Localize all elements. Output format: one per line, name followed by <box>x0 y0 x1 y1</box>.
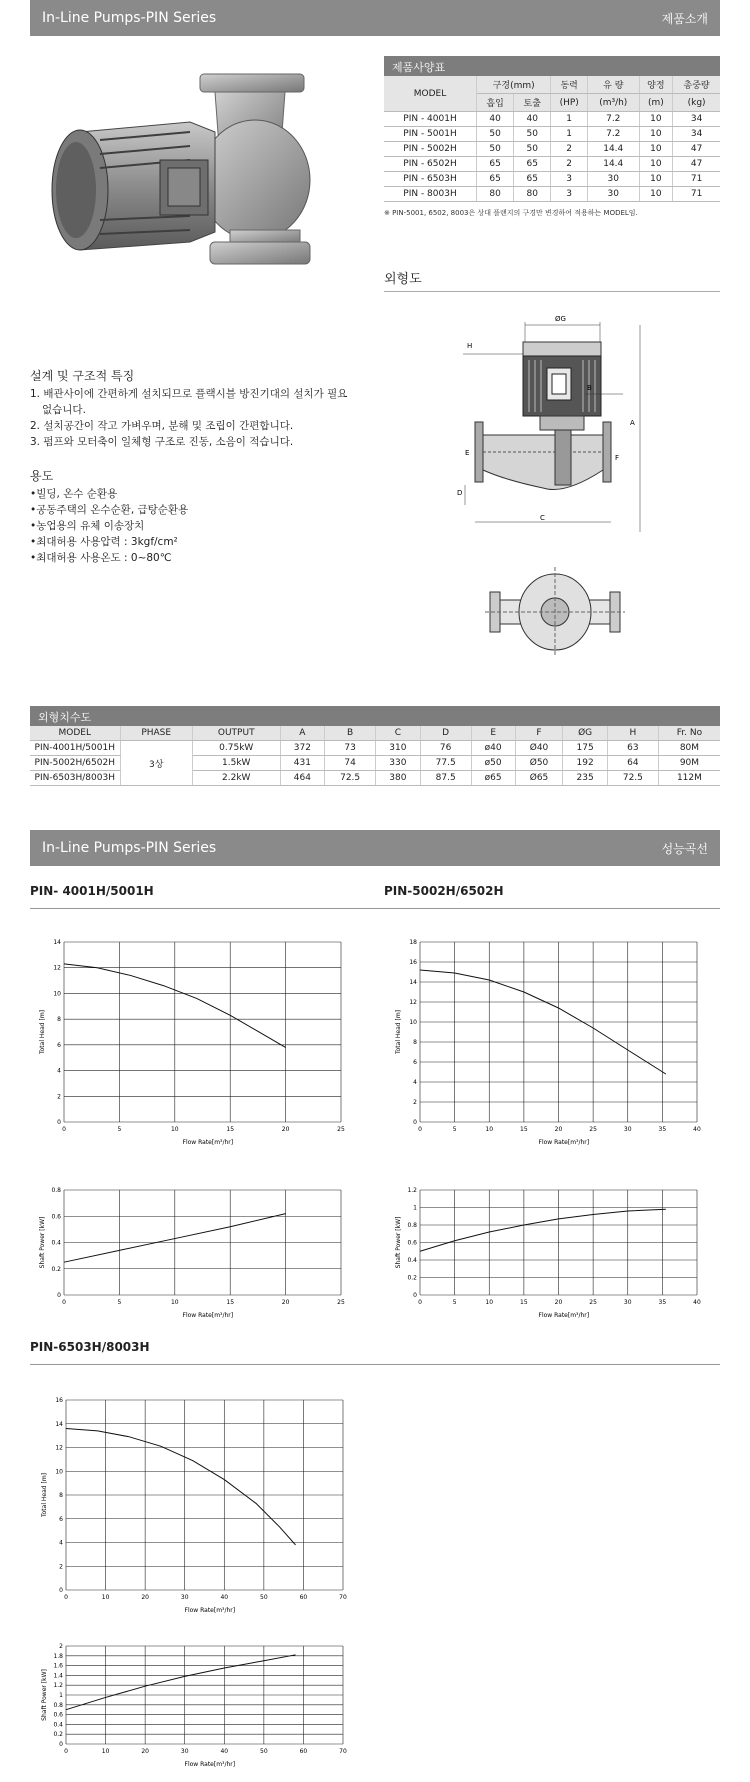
y-tick-label: 10 <box>55 1468 63 1476</box>
x-tick-label: 15 <box>520 1299 528 1306</box>
th: B <box>325 726 376 741</box>
y-tick-label: 1.6 <box>53 1662 63 1670</box>
cell: PIN - 8003H <box>384 187 477 202</box>
cell: ø40 <box>471 741 515 756</box>
y-tick-label: 6 <box>59 1515 63 1523</box>
cell: 431 <box>280 756 325 771</box>
th: ØG <box>563 726 608 741</box>
cell: PIN - 5001H <box>384 127 477 142</box>
dim-label-f: F <box>615 454 620 462</box>
cell: Ø50 <box>515 756 563 771</box>
y-tick-label: 4 <box>59 1539 63 1547</box>
use-item: •농업용의 유체 이송장치 <box>30 520 145 532</box>
y-tick-label: 4 <box>413 1079 417 1086</box>
chart-head-6503 <box>38 1390 358 1630</box>
chart-power-6503 <box>38 1636 358 1774</box>
cell: 14.4 <box>588 142 639 157</box>
cell: 76 <box>420 741 471 756</box>
y-tick-label: 8 <box>59 1492 63 1499</box>
th: A <box>280 726 325 741</box>
cell: Ø40 <box>515 741 563 756</box>
y-tick-label: 12 <box>409 999 417 1006</box>
x-axis-label: Flow Rate[m³/hr] <box>182 1312 234 1319</box>
x-tick-label: 25 <box>589 1126 597 1133</box>
dims-table <box>30 726 720 786</box>
y-tick-label: 0 <box>413 1119 417 1126</box>
cell: 372 <box>280 741 325 756</box>
y-tick-label: 12 <box>53 964 61 972</box>
cell: 464 <box>280 771 325 786</box>
th-power-unit: (HP) <box>551 94 588 112</box>
y-tick-label: 2 <box>59 1563 63 1571</box>
y-axis-label: Shaft Power [kW] <box>395 1216 402 1269</box>
th: D <box>420 726 471 741</box>
chart-power-5002 <box>392 1180 712 1330</box>
chart-group-title: PIN-5002H/6502H <box>384 884 504 898</box>
phase-cell: 3상 <box>120 741 192 786</box>
cell: 10 <box>639 127 673 142</box>
x-axis-label: Flow Rate[m³/hr] <box>538 1312 590 1319</box>
divider <box>30 908 720 909</box>
th: E <box>471 726 515 741</box>
table-row <box>384 127 720 142</box>
table-row <box>384 187 720 202</box>
y-tick-label: 1 <box>59 1692 63 1699</box>
y-tick-label: 6 <box>57 1041 61 1049</box>
series-line <box>66 1429 296 1545</box>
th-power: 동력 <box>551 76 588 94</box>
x-tick-label: 25 <box>589 1299 597 1306</box>
y-tick-label: 8 <box>413 1039 417 1046</box>
y-tick-label: 12 <box>55 1444 63 1452</box>
x-tick-label: 50 <box>260 1748 268 1755</box>
spec-table-section <box>384 56 720 218</box>
x-tick-label: 20 <box>554 1299 563 1306</box>
x-tick-label: 35 <box>658 1126 667 1133</box>
y-tick-label: 0.8 <box>53 1701 63 1709</box>
y-tick-label: 0.4 <box>51 1239 61 1247</box>
y-tick-label: 1.2 <box>53 1682 63 1690</box>
x-tick-label: 10 <box>485 1299 494 1306</box>
y-tick-label: 0 <box>57 1292 61 1299</box>
chart-group-title: PIN-6503H/8003H <box>30 1340 150 1354</box>
x-tick-label: 10 <box>485 1126 494 1133</box>
x-tick-label: 5 <box>117 1126 122 1133</box>
feature-item: 1. 배관사이에 간편하게 설치되므로 플랙시블 방진기대의 설치가 필요 <box>30 388 348 400</box>
outline-title: 외형도 <box>384 268 720 292</box>
th-weight: 총중량 <box>673 76 720 94</box>
cell: 10 <box>639 112 673 127</box>
cell: 1.5kW <box>192 756 280 771</box>
th-model: MODEL <box>384 76 477 112</box>
chart-group-title: PIN- 4001H/5001H <box>30 884 154 898</box>
cell: 14.4 <box>588 157 639 172</box>
cell: PIN-5002H/6502H <box>30 756 120 771</box>
cell: 3 <box>551 172 588 187</box>
x-tick-label: 10 <box>170 1299 179 1306</box>
cell: PIN-4001H/5001H <box>30 741 120 756</box>
cell: ø65 <box>471 771 515 786</box>
y-tick-label: 1.2 <box>407 1187 417 1194</box>
y-tick-label: 1.8 <box>53 1652 63 1660</box>
x-axis-label: Flow Rate[m³/hr] <box>184 1607 236 1614</box>
cell: Ø65 <box>515 771 563 786</box>
x-tick-label: 15 <box>520 1126 528 1133</box>
cell: 50 <box>477 127 514 142</box>
cell: 10 <box>639 157 673 172</box>
y-tick-label: 8 <box>57 1016 61 1024</box>
cell: 71 <box>673 187 720 202</box>
y-tick-label: 10 <box>53 990 61 998</box>
spec-table <box>384 76 720 202</box>
y-tick-label: 14 <box>53 939 61 946</box>
cell: 235 <box>563 771 608 786</box>
x-tick-label: 0 <box>418 1126 422 1133</box>
cell: 80M <box>658 741 720 756</box>
cell: 2 <box>551 157 588 172</box>
y-tick-label: 0.6 <box>53 1711 63 1719</box>
y-tick-label: 0.8 <box>51 1187 61 1194</box>
chart-head-4001 <box>36 932 356 1162</box>
cell: 90M <box>658 756 720 771</box>
cell: 65 <box>477 157 514 172</box>
x-tick-label: 10 <box>101 1748 110 1755</box>
use-item: •최대허용 사용온도 : 0~80℃ <box>30 552 172 564</box>
x-tick-label: 25 <box>337 1299 345 1306</box>
cell: 2.2kW <box>192 771 280 786</box>
outline-drawing-top <box>485 562 625 662</box>
cell: 77.5 <box>420 756 471 771</box>
x-axis-label: Flow Rate[m³/hr] <box>538 1139 590 1146</box>
y-tick-label: 16 <box>409 959 417 966</box>
cell: 40 <box>477 112 514 127</box>
x-tick-label: 25 <box>337 1126 345 1133</box>
cell: 10 <box>639 172 673 187</box>
x-tick-label: 10 <box>170 1126 179 1133</box>
th-weight-unit: (kg) <box>673 94 720 112</box>
x-tick-label: 30 <box>180 1594 189 1601</box>
table-row <box>384 112 720 127</box>
dim-label-b: B <box>587 384 592 392</box>
th-head: 양정 <box>639 76 673 94</box>
cell: 10 <box>639 187 673 202</box>
y-tick-label: 0.4 <box>407 1257 417 1264</box>
y-tick-label: 6 <box>413 1059 417 1066</box>
features-title: 설계 및 구조적 특징 <box>30 369 135 383</box>
cell: 71 <box>673 172 720 187</box>
y-tick-label: 0 <box>57 1119 61 1126</box>
x-tick-label: 10 <box>101 1594 110 1601</box>
section-header-curves <box>30 830 720 866</box>
cell: 72.5 <box>325 771 376 786</box>
table-row <box>384 142 720 157</box>
th-head-unit: (m) <box>639 94 673 112</box>
features-section <box>30 368 370 566</box>
y-tick-label: 10 <box>409 1019 417 1026</box>
x-tick-label: 70 <box>339 1594 347 1601</box>
y-tick-label: 0.2 <box>53 1731 63 1739</box>
x-tick-label: 30 <box>180 1748 189 1755</box>
x-tick-label: 20 <box>554 1126 563 1133</box>
chart-head-5002 <box>392 932 712 1162</box>
use-item: •최대허용 사용압력 : 3kgf/cm² <box>30 536 178 548</box>
y-tick-label: 0.6 <box>51 1213 61 1221</box>
x-tick-label: 15 <box>226 1299 235 1306</box>
x-tick-label: 5 <box>452 1126 457 1133</box>
cell: 65 <box>514 172 551 187</box>
x-tick-label: 0 <box>62 1126 66 1133</box>
y-axis-label: Shaft Power [kW] <box>41 1669 48 1721</box>
th: F <box>515 726 563 741</box>
cell: 50 <box>514 142 551 157</box>
y-tick-label: 14 <box>409 979 417 986</box>
cell: 30 <box>588 187 639 202</box>
x-tick-label: 20 <box>281 1126 290 1133</box>
cell: 50 <box>477 142 514 157</box>
table-row <box>384 157 720 172</box>
section-title: In-Line Pumps-PIN Series <box>42 10 217 26</box>
use-title: 용도 <box>30 469 54 483</box>
y-tick-label: 2 <box>57 1093 61 1101</box>
cell: 30 <box>588 172 639 187</box>
y-tick-label: 1.4 <box>53 1672 63 1680</box>
x-tick-label: 15 <box>226 1126 235 1133</box>
th: C <box>376 726 421 741</box>
x-tick-label: 5 <box>452 1299 457 1306</box>
x-tick-label: 40 <box>693 1126 701 1133</box>
y-axis-label: Total Head [m] <box>39 1009 46 1055</box>
x-tick-label: 20 <box>141 1594 149 1601</box>
section-label: 성능곡선 <box>661 841 708 856</box>
cell: 73 <box>325 741 376 756</box>
cell: 380 <box>376 771 421 786</box>
y-tick-label: 0.4 <box>53 1721 63 1729</box>
outline-drawing-side <box>455 310 675 535</box>
use-item: •빌딩, 온수 순환용 <box>30 488 118 500</box>
dims-table-section <box>30 706 720 786</box>
y-tick-label: 0.6 <box>407 1239 417 1247</box>
y-tick-label: 0.2 <box>407 1274 417 1282</box>
x-tick-label: 70 <box>339 1748 347 1755</box>
cell: 330 <box>376 756 421 771</box>
spec-table-title: 제품사양표 <box>384 56 720 76</box>
cell: PIN-6503H/8003H <box>30 771 120 786</box>
y-tick-label: 2 <box>59 1643 63 1650</box>
y-axis-label: Total Head [m] <box>41 1472 48 1518</box>
cell: 64 <box>607 756 658 771</box>
th-flow: 유 량 <box>588 76 639 94</box>
y-tick-label: 16 <box>55 1397 63 1404</box>
th: Fr. No <box>658 726 720 741</box>
x-axis-label: Flow Rate[m³/hr] <box>182 1139 234 1146</box>
cell: 50 <box>514 127 551 142</box>
x-tick-label: 20 <box>281 1299 290 1306</box>
x-tick-label: 30 <box>623 1126 632 1133</box>
cell: 34 <box>673 112 720 127</box>
spec-note: ※ PIN-5001, 6502, 8003은 상대 플랜지의 구경만 변경하여 적용하는 MODEL임. <box>384 209 638 217</box>
th-outlet: 토출 <box>514 94 551 112</box>
cell: 0.75kW <box>192 741 280 756</box>
x-tick-label: 40 <box>220 1748 229 1755</box>
x-tick-label: 60 <box>299 1594 308 1601</box>
cell: PIN - 6503H <box>384 172 477 187</box>
table-row <box>30 741 720 756</box>
cell: PIN - 4001H <box>384 112 477 127</box>
cell: 34 <box>673 127 720 142</box>
cell: 192 <box>563 756 608 771</box>
y-tick-label: 0 <box>59 1587 63 1594</box>
cell: 47 <box>673 157 720 172</box>
cell: 40 <box>514 112 551 127</box>
cell: 112M <box>658 771 720 786</box>
cell: 87.5 <box>420 771 471 786</box>
x-tick-label: 40 <box>220 1594 229 1601</box>
y-tick-label: 0 <box>59 1741 63 1748</box>
x-tick-label: 50 <box>260 1594 268 1601</box>
feature-item: 2. 설치공간이 작고 가벼우며, 분해 및 조립이 간편합니다. <box>30 420 294 432</box>
cell: PIN - 5002H <box>384 142 477 157</box>
x-tick-label: 0 <box>64 1594 68 1601</box>
cell: PIN - 6502H <box>384 157 477 172</box>
cell: 2 <box>551 142 588 157</box>
th-inlet: 흡입 <box>477 94 514 112</box>
th-bore: 구경(mm) <box>477 76 551 94</box>
y-tick-label: 0 <box>413 1292 417 1299</box>
x-tick-label: 40 <box>693 1299 701 1306</box>
section-title: In-Line Pumps-PIN Series <box>42 840 217 856</box>
cell: 63 <box>607 741 658 756</box>
x-tick-label: 30 <box>623 1299 632 1306</box>
dim-label-e: E <box>465 449 470 457</box>
cell: 65 <box>477 172 514 187</box>
chart-power-4001 <box>36 1180 356 1330</box>
th: OUTPUT <box>192 726 280 741</box>
cell: 65 <box>514 157 551 172</box>
th: H <box>607 726 658 741</box>
cell: 175 <box>563 741 608 756</box>
series-line <box>420 1209 666 1251</box>
x-tick-label: 20 <box>141 1748 149 1755</box>
x-axis-label: Flow Rate[m³/hr] <box>184 1761 236 1768</box>
cell: 72.5 <box>607 771 658 786</box>
table-row <box>384 172 720 187</box>
x-tick-label: 0 <box>62 1299 66 1306</box>
cell: 3 <box>551 187 588 202</box>
y-axis-label: Total Head [m] <box>395 1009 402 1055</box>
y-tick-label: 2 <box>413 1099 417 1106</box>
series-line <box>66 1655 296 1710</box>
cell: 310 <box>376 741 421 756</box>
cell: 80 <box>477 187 514 202</box>
x-tick-label: 5 <box>117 1299 122 1306</box>
y-tick-label: 14 <box>55 1420 63 1428</box>
cell: 10 <box>639 142 673 157</box>
cell: 80 <box>514 187 551 202</box>
y-tick-label: 18 <box>409 939 417 946</box>
section-header-intro <box>30 0 720 36</box>
y-tick-label: 4 <box>57 1067 61 1075</box>
cell: 7.2 <box>588 127 639 142</box>
dim-label-c: C <box>540 514 545 522</box>
th: PHASE <box>120 726 192 741</box>
cell: 1 <box>551 127 588 142</box>
cell: ø50 <box>471 756 515 771</box>
cell: 1 <box>551 112 588 127</box>
cell: 47 <box>673 142 720 157</box>
divider <box>30 1364 720 1365</box>
dims-table-title: 외형치수도 <box>30 706 720 726</box>
use-item: •공동주택의 온수순환, 급탕순환용 <box>30 504 189 516</box>
cell: 7.2 <box>588 112 639 127</box>
cell: 74 <box>325 756 376 771</box>
dim-label-g: ØG <box>555 315 566 323</box>
feature-item: 없습니다. <box>42 404 86 416</box>
feature-item: 3. 펌프와 모터축이 일체형 구조로 진동, 소음이 적습니다. <box>30 436 294 448</box>
x-tick-label: 35 <box>658 1299 667 1306</box>
x-tick-label: 0 <box>418 1299 422 1306</box>
section-label: 제품소개 <box>661 11 708 26</box>
x-tick-label: 0 <box>64 1748 68 1755</box>
y-tick-label: 0.8 <box>407 1222 417 1229</box>
th: MODEL <box>30 726 120 741</box>
dim-label-h: H <box>467 342 473 350</box>
dim-label-a: A <box>630 419 635 427</box>
th-flow-unit: (m³/h) <box>588 94 639 112</box>
y-tick-label: 0.2 <box>51 1265 61 1273</box>
y-axis-label: Shaft Power [kW] <box>39 1216 46 1269</box>
pump-photo <box>40 70 320 285</box>
x-tick-label: 60 <box>299 1748 308 1755</box>
y-tick-label: 1 <box>413 1204 417 1212</box>
dim-label-d: D <box>457 489 463 497</box>
